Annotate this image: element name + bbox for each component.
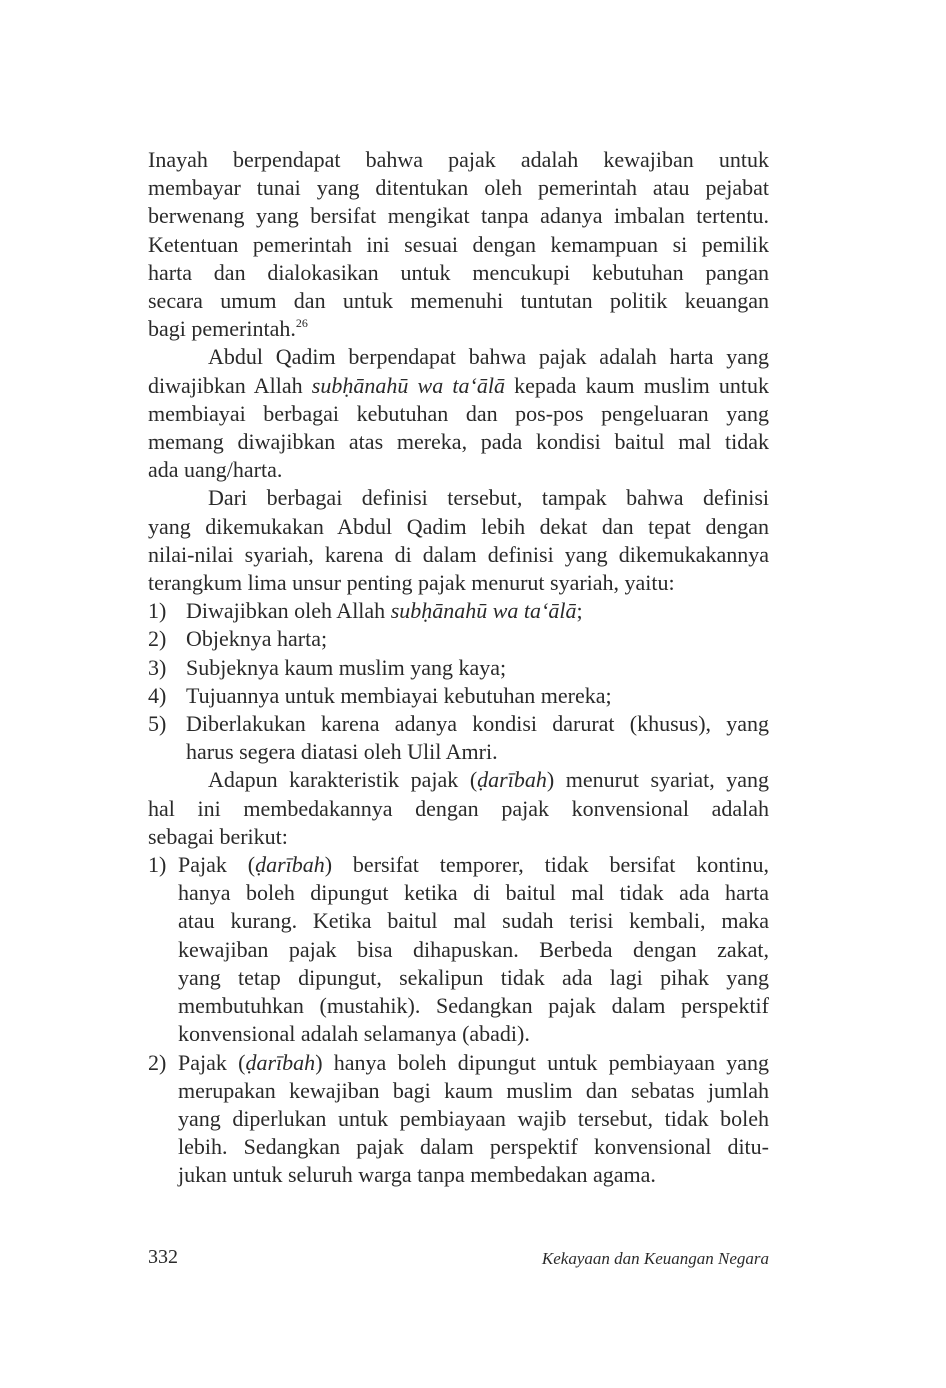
italic-term: ḍarībah xyxy=(255,852,325,878)
text-line: ada uang/harta. xyxy=(148,457,283,483)
footnote-ref: 26 xyxy=(295,316,308,331)
text-line xyxy=(178,1049,769,1077)
italic-term: subḥānahū wa ta‘ālā xyxy=(311,372,505,398)
text-line: yang diperlukan untuk pembiayaan wajib tersebut, tidak boleh xyxy=(178,1105,769,1131)
list-item-text xyxy=(186,625,769,653)
text-line: berwenang yang bersifat mengikat tanpa adanya imbalan tertentu. xyxy=(148,203,769,229)
list-item xyxy=(148,851,769,1048)
list-item xyxy=(148,682,769,710)
text-line: jukan untuk seluruh warga tanpa membedakan agama. xyxy=(178,1162,656,1188)
text-line: membutuhkan (mustahik). Sedangkan pajak dalam perspektif xyxy=(178,993,769,1019)
text-line: Ketentuan pemerintah ini sesuai dengan kemampuan si pemilik xyxy=(148,231,769,257)
running-title: Kekayaan dan Keuangan Negara xyxy=(541,1249,769,1268)
list-number: 2) xyxy=(148,626,167,652)
text-line: konvensional adalah selamanya (abadi). xyxy=(178,1021,530,1047)
text-segment: ) menurut syariat, yang xyxy=(546,767,769,793)
text-line: yang dikemukakan Abdul Qadim lebih dekat dan tepat dengan xyxy=(148,513,769,539)
paragraph xyxy=(148,484,769,597)
list-item-text xyxy=(186,710,769,766)
text-line: atau kurang. Ketika baitul mal sudah terisi kembali, maka xyxy=(178,908,769,934)
list-item xyxy=(148,710,769,766)
list-number: 2) xyxy=(148,1049,167,1075)
text-line xyxy=(148,766,769,794)
text-line: secara umum dan untuk memenuhi tuntutan politik keuangan xyxy=(148,288,769,314)
text-segment: ; xyxy=(576,598,583,624)
numbered-list xyxy=(148,597,769,766)
paragraph xyxy=(148,343,769,484)
list-item xyxy=(148,625,769,653)
text-line: hal ini membedakannya dengan pajak konvensional adalah xyxy=(148,795,769,821)
text-line: hanya boleh dipungut ketika di baitul mal tidak ada harta xyxy=(178,880,769,906)
text-line: Dari berbagai definisi tersebut, tampak bahwa definisi xyxy=(208,485,769,511)
list-number: 4) xyxy=(148,682,167,708)
text-line: Tujuannya untuk membiayai kebutuhan mereka; xyxy=(186,682,612,708)
list-number: 1) xyxy=(148,598,167,624)
text-segment: Adapun karakteristik pajak ( xyxy=(208,767,478,793)
list-number: 5) xyxy=(148,711,167,737)
list-item xyxy=(148,654,769,682)
text-segment: bagi pemerintah. xyxy=(148,316,296,342)
paragraph xyxy=(148,146,769,343)
text-line: membiayai berbagai kebutuhan dan pos-pos pengeluaran yang xyxy=(148,400,769,426)
list-item xyxy=(148,1049,769,1190)
text-line: merupakan kewajiban bagi kaum muslim dan sebatas jumlah xyxy=(178,1077,769,1103)
text-line xyxy=(186,597,769,625)
text-line: sebagai berikut: xyxy=(148,823,288,849)
text-segment: diwajibkan Allah xyxy=(148,372,312,398)
text-line: harus segera diatasi oleh Ulil Amri. xyxy=(186,739,498,765)
list-item-text xyxy=(178,851,769,1048)
text-line: kewajiban pajak bisa dihapuskan. Berbeda dengan zakat, xyxy=(178,936,769,962)
numbered-list xyxy=(148,851,769,1189)
list-item-text xyxy=(186,682,769,710)
paragraph xyxy=(148,766,769,851)
text-segment: ) hanya boleh dipungut untuk pembiayaan yang xyxy=(315,1049,770,1075)
page-body xyxy=(148,146,769,1190)
text-line: lebih. Sedangkan pajak dalam perspektif konvensional ditu- xyxy=(178,1134,769,1160)
text-line: Objeknya harta; xyxy=(186,626,328,652)
text-segment: Diwajibkan oleh Allah xyxy=(186,598,391,624)
text-segment: Pajak ( xyxy=(178,1049,246,1075)
italic-term: ḍarībah xyxy=(245,1049,316,1075)
text-line: harta dan dialokasikan untuk mencukupi kebutuhan pangan xyxy=(148,259,769,285)
text-line xyxy=(178,851,769,879)
text-line: Inayah berpendapat bahwa pajak adalah kewajiban untuk xyxy=(148,147,769,172)
italic-term: ḍarībah xyxy=(477,767,547,793)
text-line: membayar tunai yang ditentukan oleh pemerintah atau pejabat xyxy=(148,175,769,201)
text-segment: Pajak ( xyxy=(178,852,256,878)
text-segment: ) bersifat temporer, tidak bersifat kontinu, xyxy=(324,852,769,878)
text-line: terangkum lima unsur penting pajak menurut syariah, yaitu: xyxy=(148,570,675,596)
list-item xyxy=(148,597,769,625)
text-line: Diberlakukan karena adanya kondisi darurat (khusus), yang xyxy=(186,711,769,737)
list-number: 1) xyxy=(148,852,167,878)
italic-term: subḥānahū wa ta‘ālā xyxy=(390,598,577,624)
text-line: memang diwajibkan atas mereka, pada kondisi baitul mal tidak xyxy=(148,429,769,455)
text-line: nilai-nilai syariah, karena di dalam definisi yang dikemukakannya xyxy=(148,541,769,567)
page-number: 332 xyxy=(148,1246,178,1268)
text-segment: kepada kaum muslim untuk xyxy=(504,372,770,398)
list-number: 3) xyxy=(148,654,167,680)
list-item-text xyxy=(186,597,769,625)
list-item-text xyxy=(186,654,769,682)
text-line: yang tetap dipungut, sekalipun tidak ada lagi pihak yang xyxy=(178,964,769,990)
text-line: Abdul Qadim berpendapat bahwa pajak adalah harta yang xyxy=(208,344,769,370)
list-item-text xyxy=(178,1049,769,1190)
text-line: Subjeknya kaum muslim yang kaya; xyxy=(186,654,507,680)
text-line xyxy=(148,372,769,400)
text-line xyxy=(148,315,769,343)
